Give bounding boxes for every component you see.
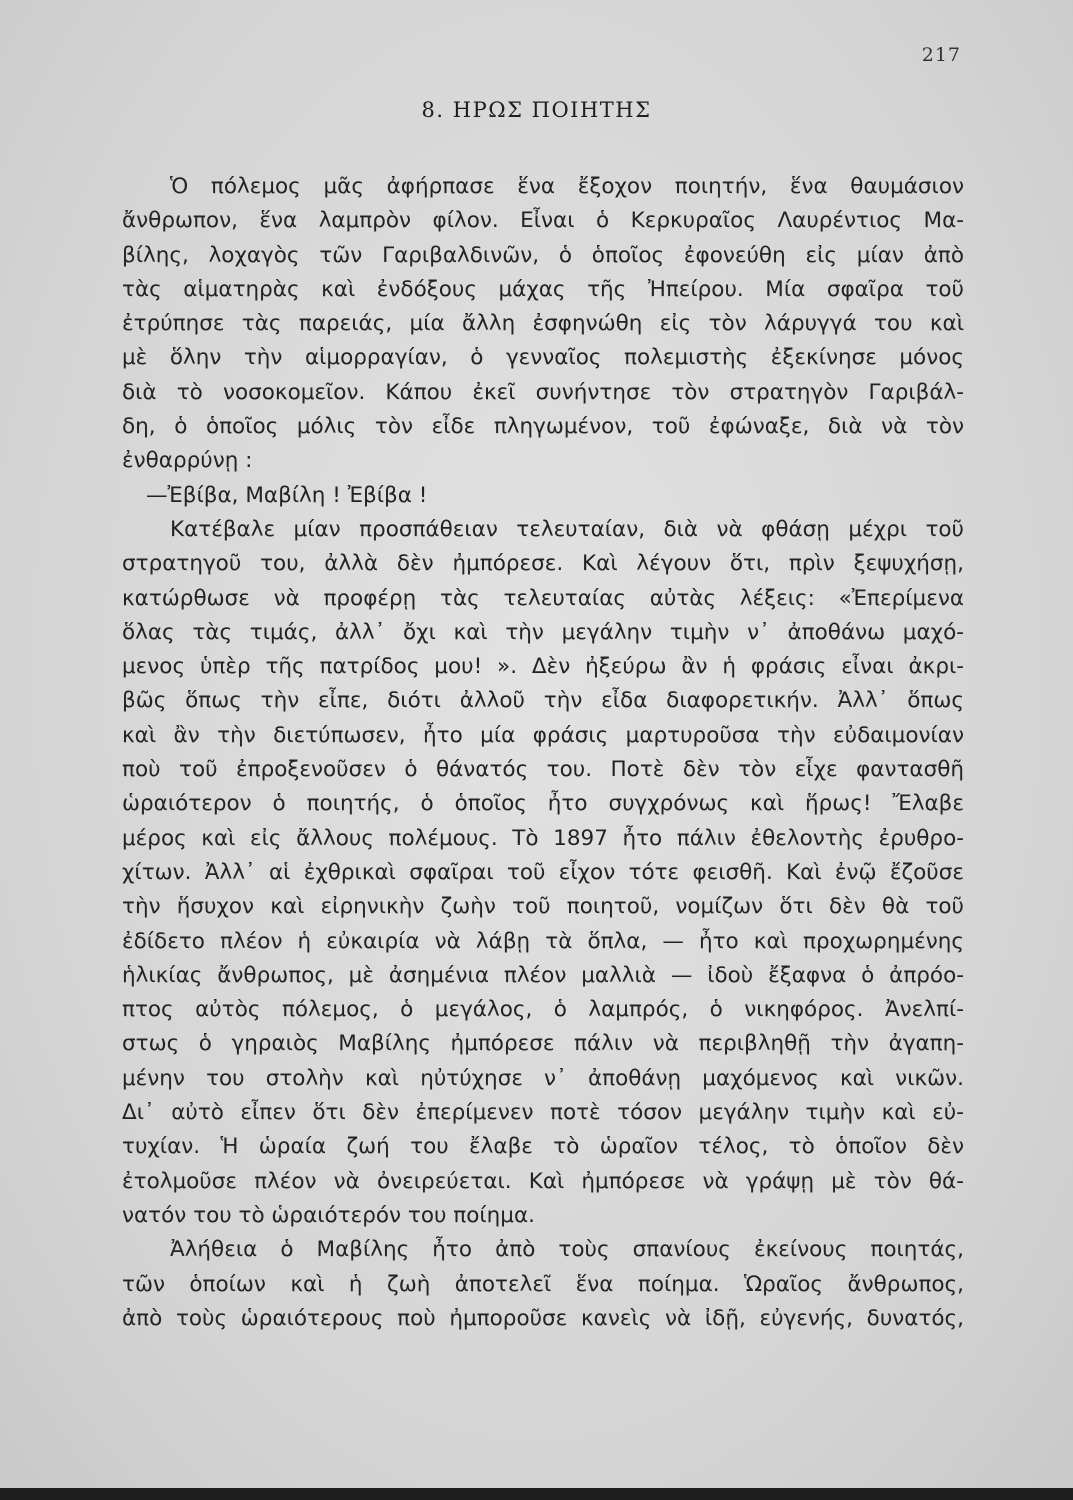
text-line: Δι᾽ αὐτὸ εἶπεν ὅτι δὲν ἐπερίμενεν ποτὲ τόσον μεγάλην τιμὴν καὶ εὐ- — [122, 1100, 964, 1126]
text-line: ἐδίδετο πλέον ἡ εὐκαιρία νὰ λάβῃ τὰ ὅπλα, — ἦτο καὶ προχωρημένης — [122, 928, 964, 954]
text-line: ἐτολμοῦσε πλέον νὰ ὀνειρεύεται. Καὶ ἠμπόρεσε νὰ γράψῃ μὲ τὸν θά- — [122, 1168, 964, 1194]
body-text — [122, 170, 964, 1336]
text-line: ποὺ τοῦ ἐπροξενοῦσεν ὁ θάνατός του. Ποτὲ δὲν τὸν εἶχε φαντασθῆ — [122, 757, 964, 783]
page-number: 217 — [921, 44, 961, 66]
text-line: στρατηγοῦ του, ἀλλὰ δὲν ἠμπόρεσε. Καὶ λέγουν ὅτι, πρὶν ξεψυχήσῃ, — [122, 551, 964, 577]
text-line: ὅλας τὰς τιμάς, ἀλλ᾽ ὄχι καὶ τὴν μεγάλην τιμὴν ν᾽ ἀποθάνω μαχό- — [122, 619, 964, 645]
text-line: στως ὁ γηραιὸς Μαβίλης ἠμπόρεσε πάλιν νὰ περιβληθῇ τὴν ἀγαπη- — [122, 1031, 964, 1057]
text-line: ὡραιότερον ὁ ποιητής, ὁ ὁποῖος ἦτο συγχρόνως καὶ ἥρως! Ἔλαβε — [122, 791, 964, 817]
text-line: Ὁ πόλεμος μᾶς ἀφήρπασε ἕνα ἔξοχον ποιητήν, ἕνα θαυμάσιον — [170, 174, 964, 199]
text-line: ἄνθρωπον, ἕνα λαμπρὸν φίλον. Εἶναι ὁ Κερκυραῖος Λαυρέντιος Μα- — [122, 208, 964, 234]
text-line: τυχίαν. Ἡ ὡραία ζωή του ἔλαβε τὸ ὡραῖον τέλος, τὸ ὁποῖον δὲν — [122, 1134, 964, 1160]
text-line: νατόν του τὸ ὡραιότερόν του ποίημα. — [122, 1202, 535, 1228]
text-line: ἡλικίας ἄνθρωπος, μὲ ἀσημένια πλέον μαλλιὰ — ἰδοὺ ἔξαφνα ὁ ἀπρόο- — [122, 962, 964, 988]
text-line: μενος ὑπὲρ τῆς πατρίδος μου! ». Δὲν ἠξεύρω ἂν ἡ φράσις εἶναι ἀκρι- — [122, 654, 964, 680]
text-line: ἀπὸ τοὺς ὡραιότερους ποὺ ἠμποροῦσε κανεὶς νὰ ἰδῇ, εὐγενής, δυνατός, — [122, 1305, 964, 1331]
text-line: καὶ ἂν τὴν διετύπωσεν, ἦτο μία φράσις μαρτυροῦσα τὴν εὐδαιμονίαν — [122, 722, 964, 748]
chapter-title: 8. ΗΡΩΣ ΠΟΙΗΤΗΣ — [421, 98, 652, 122]
text-line: τὴν ἥσυχον καὶ εἰρηνικὴν ζωὴν τοῦ ποιητοῦ, νομίζων ὅτι δὲν θὰ τοῦ — [122, 894, 964, 920]
text-line: κατώρθωσε νὰ προφέρῃ τὰς τελευταίας αὐτὰς λέξεις: «Ἐπερίμενα — [122, 585, 964, 611]
text-line: Κατέβαλε μίαν προσπάθειαν τελευταίαν, διὰ νὰ φθάσῃ μέχρι τοῦ — [170, 516, 964, 542]
text-line: χίτων. Ἀλλ᾽ αἱ ἐχθρικαὶ σφαῖραι τοῦ εἶχον τότε φεισθῆ. Καὶ ἐνῷ ἔζοῦσε — [122, 859, 964, 885]
text-line-dialogue: —Ἐβίβα, Μαβίλη ! Ἐβίβα ! — [146, 482, 428, 508]
text-line: βίλης, λοχαγὸς τῶν Γαριβαλδινῶν, ὁ ὁποῖος ἐφονεύθη εἰς μίαν ἀπὸ — [122, 242, 964, 268]
text-line: πτος αὐτὸς πόλεμος, ὁ μεγάλος, ὁ λαμπρός, ὁ νικηφόρος. Ἀνελπί- — [122, 997, 964, 1023]
text-line: τῶν ὁποίων καὶ ἡ ζωὴ ἀποτελεῖ ἕνα ποίημα. Ὡραῖος ἄνθρωπος, — [122, 1271, 964, 1297]
scan-bottom-edge — [0, 1488, 1073, 1500]
text-line: τὰς αἱματηρὰς καὶ ἐνδόξους μάχας τῆς Ἠπείρου. Μία σφαῖρα τοῦ — [122, 276, 964, 302]
text-line: δη, ὁ ὁποῖος μόλις τὸν εἶδε πληγωμένον, τοῦ ἐφώναξε, διὰ νὰ τὸν — [122, 414, 964, 440]
text-line: ἐτρύπησε τὰς παρειάς, μία ἄλλη ἐσφηνώθη εἰς τὸν λάρυγγά του καὶ — [122, 311, 964, 337]
text-line: μένην του στολὴν καὶ ηὐτύχησε ν᾽ ἀποθάνῃ μαχόμενος καὶ νικῶν. — [122, 1065, 964, 1091]
text-line: ἐνθαρρύνῃ : — [122, 448, 253, 474]
text-line: βῶς ὅπως τὴν εἶπε, διότι ἀλλοῦ τὴν εἶδα διαφορετικήν. Ἀλλ᾽ ὅπως — [122, 688, 964, 714]
text-line: Ἀλήθεια ὁ Μαβίλης ἦτο ἀπὸ τοὺς σπανίους ἐκείνους ποιητάς, — [170, 1237, 964, 1263]
text-line: μέρος καὶ εἰς ἄλλους πολέμους. Τὸ 1897 ἦτο πάλιν ἐθελοντὴς ἐρυθρο- — [122, 825, 964, 851]
text-line: διὰ τὸ νοσοκομεῖον. Κάπου ἐκεῖ συνήντησε τὸν στρατηγὸν Γαριβάλ- — [122, 379, 964, 405]
text-line: μὲ ὅλην τὴν αἱμορραγίαν, ὁ γενναῖος πολεμιστὴς ἐξεκίνησε μόνος — [122, 345, 964, 371]
